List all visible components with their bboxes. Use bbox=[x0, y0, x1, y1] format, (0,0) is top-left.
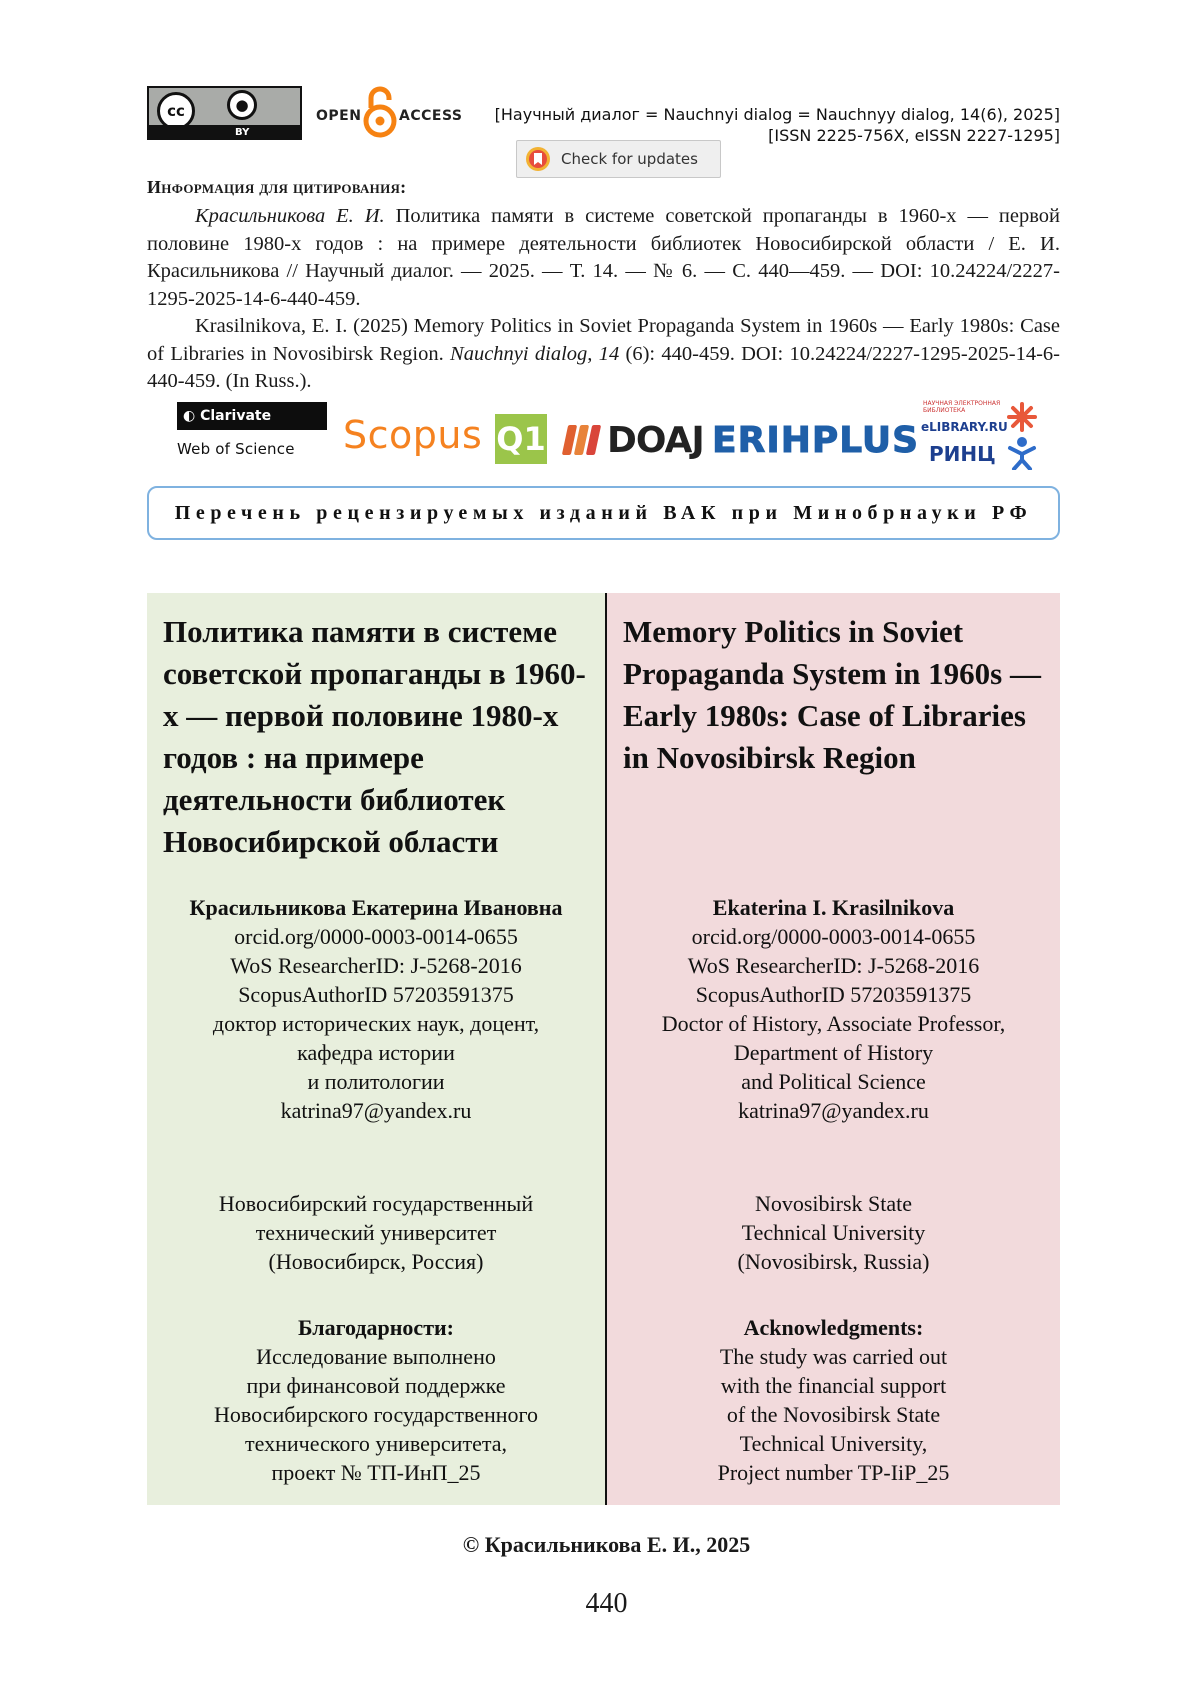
ru-ack-line-1: Исследование выполнено bbox=[256, 1344, 496, 1369]
web-of-science-label: Web of Science bbox=[177, 440, 295, 458]
en-ack-line-3: of the Novosibirsk State bbox=[726, 1402, 941, 1427]
doaj-label: DOAJ bbox=[607, 419, 704, 461]
ru-acknowledgments bbox=[147, 1313, 605, 1487]
en-university-1: Novosibirsk State bbox=[754, 1191, 913, 1216]
en-ack-line-1: The study was carried out bbox=[719, 1344, 948, 1369]
ru-email[interactable]: katrina97@yandex.ru bbox=[280, 1098, 472, 1123]
en-degree: Doctor of History, Associate Professor, bbox=[661, 1011, 1006, 1036]
en-department-2: and Political Science bbox=[741, 1069, 926, 1094]
citation-ru-author: Красильникова Е. И. bbox=[195, 205, 385, 227]
web-of-science-logo[interactable] bbox=[177, 402, 327, 458]
scopus-logo[interactable]: Scopus bbox=[343, 413, 483, 457]
en-wos-id: WoS ResearcherID: J-5268-2016 bbox=[687, 953, 980, 978]
open-access-lock-icon bbox=[363, 86, 397, 138]
ru-ack-line-4: технического университета, bbox=[245, 1431, 507, 1456]
citation-block bbox=[147, 203, 1060, 396]
en-scopus-id: ScopusAuthorID 57203591375 bbox=[695, 982, 972, 1007]
open-access-left-label: OPEN bbox=[316, 108, 362, 124]
en-department-1: Department of History bbox=[733, 1040, 934, 1065]
ru-ack-line-2: при финансовой поддержке bbox=[246, 1373, 506, 1398]
ru-degree: доктор исторических наук, доцент, bbox=[212, 1011, 540, 1036]
vak-list-banner: Перечень рецензируемых изданий ВАК при Минобрнауки РФ bbox=[147, 486, 1060, 540]
open-access-right-label: ACCESS bbox=[399, 108, 463, 124]
en-affiliation bbox=[607, 1189, 1060, 1276]
elibrary-label: eLIBRARY.RU bbox=[921, 420, 1008, 434]
citation-en-journal: Nauchnyi dialog, 14 bbox=[450, 342, 620, 365]
en-email[interactable]: katrina97@yandex.ru bbox=[738, 1098, 929, 1123]
check-for-updates-label: Check for updates bbox=[561, 150, 698, 168]
en-ack-line-4: Technical University, bbox=[739, 1431, 928, 1456]
ru-wos-id: WoS ResearcherID: J-5268-2016 bbox=[230, 953, 522, 978]
elibrary-star-icon bbox=[1005, 400, 1039, 434]
citation-heading: Информация для цитирования: bbox=[147, 177, 407, 197]
ru-ack-line-3: Новосибирского государственного bbox=[214, 1402, 538, 1427]
rinc-person-icon bbox=[1007, 436, 1037, 470]
en-author-name: Ekaterina I. Krasilnikova bbox=[712, 895, 955, 920]
clarivate-label bbox=[177, 402, 327, 430]
license-strip bbox=[149, 125, 300, 138]
ru-ack-line-5: проект № ТП-ИнП_25 bbox=[271, 1460, 481, 1485]
creative-commons-icon: cc bbox=[157, 92, 195, 130]
clarivate-text: Clarivate bbox=[200, 408, 272, 424]
ru-university-2: технический университет bbox=[255, 1220, 497, 1245]
doaj-logo[interactable] bbox=[565, 418, 704, 462]
citation-ru bbox=[147, 203, 1060, 313]
ru-affiliation bbox=[147, 1189, 605, 1276]
en-acknowledgments bbox=[607, 1313, 1060, 1487]
ru-author-name: Красильникова Екатерина Ивановна bbox=[189, 895, 563, 920]
en-ack-heading: Acknowledgments: bbox=[743, 1315, 924, 1340]
bookmark-update-icon bbox=[525, 146, 551, 172]
license-by-label: BY bbox=[235, 127, 250, 138]
copyright-notice: © Красильникова Е. И., 2025 bbox=[462, 1532, 751, 1557]
elibrary-rinc-logo[interactable] bbox=[915, 400, 1035, 472]
ru-ack-heading: Благодарности: bbox=[297, 1315, 455, 1340]
en-article-title: Memory Politics in Soviet Propaganda System in 1960s — Early 1980s: Case of Libraries in Novosibirsk Region bbox=[623, 614, 1041, 775]
check-for-updates-button[interactable] bbox=[516, 140, 721, 178]
en-university-2: Technical University bbox=[741, 1220, 926, 1245]
cc-by-license-badge[interactable] bbox=[147, 86, 302, 140]
russian-column bbox=[147, 593, 607, 1505]
clarivate-icon: ◐ bbox=[183, 408, 201, 424]
indexing-logos-row bbox=[147, 398, 1060, 472]
ru-scopus-id: ScopusAuthorID 57203591375 bbox=[238, 982, 514, 1007]
ru-department-1: кафедра истории bbox=[297, 1040, 455, 1065]
erihplus-logo[interactable]: ERIHPLUS bbox=[712, 420, 920, 461]
en-ack-line-2: with the financial support bbox=[720, 1373, 947, 1398]
en-ack-line-5: Project number TP-IiP_25 bbox=[717, 1460, 950, 1485]
ru-university-3: (Новосибирск, Россия) bbox=[268, 1249, 484, 1274]
journal-reference-line-1: [Научный диалог = Nauchnyi dialog = Nauchnyy dialog, 14(6), 2025] bbox=[494, 105, 1060, 124]
citation-ru-text: Политика памяти в системе советской пропаганды в 1960-х — первой половине 1980-х годов : на примере деятельности библиотек Новосибирской области / Е. И. Красильникова // Научный диалог. — 2025. — Т. 14. — № 6. — С. 440—459. — DOI: 10.24224/2227-1295-2025-14-6-440-459. bbox=[147, 205, 1060, 310]
ru-university-1: Новосибирский государственный bbox=[218, 1191, 534, 1216]
citation-en-text-end: (6): 440-459. DOI: 10.24224/2227-1295-2025-14-6-440-459. (In Russ.). bbox=[147, 342, 1060, 392]
ru-author-info bbox=[147, 893, 605, 1125]
q1-badge: Q1 bbox=[495, 414, 547, 464]
doaj-bars-icon bbox=[565, 425, 601, 455]
elibrary-tagline: НАУЧНАЯ ЭЛЕКТРОННАЯ БИБЛИОТЕКА bbox=[923, 400, 1001, 414]
citation-en bbox=[147, 313, 1060, 396]
en-university-3: (Novosibirsk, Russia) bbox=[737, 1249, 930, 1274]
ru-article-title: Политика памяти в системе советской пропаганды в 1960-х — первой половине 1980-х годов : на примере деятельности библиотек Новосибирской области bbox=[163, 614, 586, 859]
journal-reference-line-2: [ISSN 2225-756X, eISSN 2227-1295] bbox=[768, 126, 1060, 145]
rinc-label: РИНЦ bbox=[929, 442, 996, 466]
ru-department-2: и политологии bbox=[307, 1069, 445, 1094]
citation-en-text-start: Krasilnikova, E. I. (2025) Memory Politics in Soviet Propaganda System in 1960s — Early 1980s: Case of Libraries in Novosibirsk Region. bbox=[147, 315, 1060, 365]
english-column bbox=[607, 593, 1060, 1505]
ru-orcid[interactable]: orcid.org/0000-0003-0014-0655 bbox=[234, 924, 518, 949]
en-orcid[interactable]: orcid.org/0000-0003-0014-0655 bbox=[691, 924, 976, 949]
en-author-info bbox=[607, 893, 1060, 1125]
attribution-person-icon: ● bbox=[227, 90, 257, 120]
page-number: 440 bbox=[585, 1588, 628, 1619]
